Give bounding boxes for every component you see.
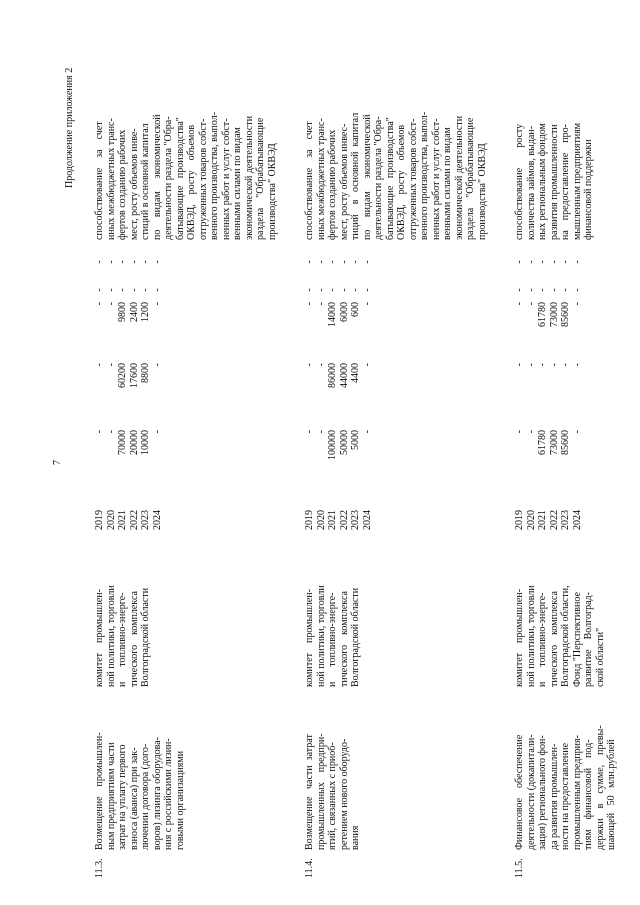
amount-federal-cell: 86000 [327, 363, 338, 388]
measure-name-line: зация) регионального фон- [537, 735, 548, 850]
expected-result-line: иных межбюджетных транс- [315, 118, 327, 240]
amount-regional-cell: - [361, 302, 373, 306]
amount-total-cell: - [105, 430, 117, 434]
year-column-cell: 2020 [525, 510, 537, 530]
expected-result-line: деятельности раздела "Обра- [163, 116, 174, 240]
amount-total-cell: - [94, 430, 105, 434]
amount-local [94, 280, 163, 300]
year-column-cell: 2021 [327, 510, 338, 530]
amount-local-cell: - [140, 288, 151, 292]
amount-regional-cell: 14000 [327, 302, 338, 327]
amount-total [514, 430, 583, 500]
executor-line: развитие Волгоград- [583, 592, 594, 687]
executor-line: тического комплекса [128, 591, 140, 687]
executor-line: Волгоградской области [350, 587, 361, 687]
amount-local-cell: - [304, 288, 315, 292]
amount-federal-cell: 8800 [140, 363, 151, 383]
executor-line: ной политики, торговли [105, 585, 117, 687]
continuation-header: Продолжение приложения 2 [64, 67, 75, 188]
amount-federal-cell: - [105, 363, 117, 367]
expected-result-line: отгруженных товаров собст- [407, 118, 419, 240]
expected-result-line: способствование росту [514, 123, 525, 240]
amount-federal-cell: - [560, 363, 571, 367]
amount-regional-cell: 85600 [560, 302, 571, 327]
amount-other-cell: - [128, 260, 140, 264]
measure-name-line: Финансовое обеспечение [514, 734, 525, 850]
expected-result-line: производства" ОКВЭД [476, 143, 488, 240]
executor-line: и топливно-энерге- [327, 592, 338, 687]
expected-result-line: раздела "Обрабатывающие [465, 117, 476, 240]
expected-result-line: способствование за счет [94, 121, 105, 240]
measure-name-line: ятий, связанных с приоб- [327, 742, 338, 850]
measure-name-line: ретением нового оборудо- [338, 738, 350, 850]
amount-total-cell: 73000 [548, 430, 560, 455]
amount-federal-cell: - [151, 363, 163, 367]
measure-name [304, 690, 362, 850]
year-column-cell: 2024 [571, 510, 583, 530]
amount-local [514, 280, 583, 300]
measure-name-line: ния с российскими лизин- [163, 738, 174, 850]
executor-line: комитет промышлен- [514, 588, 525, 687]
amount-local-cell: - [571, 288, 583, 292]
expected-result-line: финансовой поддержки [583, 139, 594, 240]
expected-result-line: иных межбюджетных транс- [105, 118, 117, 240]
amount-total-cell: - [304, 430, 315, 434]
amount-regional-cell: - [304, 302, 315, 306]
amount-regional-cell: - [571, 302, 583, 306]
year-column-cell: 2019 [94, 510, 105, 530]
executor-line: тического комплекса [338, 591, 350, 687]
year-column-cell: 2024 [361, 510, 373, 530]
measure-name-line: тиям финансовой под- [583, 739, 594, 850]
amount-regional [94, 302, 163, 360]
expected-result-line: ОКВЭД, росту объемов [186, 124, 197, 240]
executor-line: тического комплекса [548, 591, 560, 687]
expected-result-line: батывающие производства" [174, 117, 186, 240]
amount-regional-cell: - [525, 302, 537, 306]
expected-result-line: стиций в основной капитал [140, 123, 151, 240]
amount-other-cell: - [304, 260, 315, 264]
executor-line: комитет промышлен- [94, 588, 105, 687]
amount-federal-cell: - [361, 363, 373, 367]
expected-result-line: способствование за счет [304, 121, 315, 240]
expected-result-line: тиций в основной капитал [350, 112, 361, 240]
amount-regional [514, 302, 583, 360]
amount-regional-cell: 600 [350, 302, 361, 317]
amount-total-cell: - [571, 430, 583, 434]
measure-name-line: деятельности (докапитали- [525, 734, 537, 850]
executor [514, 547, 606, 687]
amount-total [304, 430, 373, 500]
amount-total-cell: 20000 [128, 430, 140, 455]
measure-name-line: держки в сумме, превы- [594, 725, 606, 850]
amount-other-cell: - [571, 260, 583, 264]
measure-name-line: ным предприятиям части [105, 742, 117, 850]
measure-name-line: взноса (аванса) при зак- [128, 747, 140, 850]
amount-other [514, 252, 583, 272]
measure-name [514, 690, 618, 850]
amount-local-cell: - [361, 288, 373, 292]
year-column-cell: 2021 [117, 510, 128, 530]
amount-other-cell: - [315, 260, 327, 264]
amount-federal-cell: 44000 [338, 363, 350, 388]
measure-name-line: лючении договора (дого- [140, 743, 151, 850]
amount-other [304, 252, 373, 272]
amount-local-cell: - [117, 288, 128, 292]
amount-federal-cell: 17600 [128, 363, 140, 388]
executor-line: и топливно-энерге- [117, 592, 128, 687]
amount-regional-cell: 61780 [537, 302, 548, 327]
expected-result-line: ных региональным фондом [537, 123, 548, 240]
amount-total-cell: - [525, 430, 537, 434]
amount-local-cell: - [327, 288, 338, 292]
amount-local-cell: - [350, 288, 361, 292]
amount-regional-cell: - [94, 302, 105, 306]
expected-result-line: фертов созданию рабочих [327, 129, 338, 240]
measure-name-line: да развития промышлен- [548, 743, 560, 850]
year-column-cell: 2024 [151, 510, 163, 530]
amount-total-cell: 5000 [350, 430, 361, 450]
amount-total-cell: 100000 [327, 430, 338, 460]
measure-name-line: говыми организациями [174, 750, 186, 850]
amount-total-cell: - [361, 430, 373, 434]
page-number: 7 [52, 460, 63, 465]
amount-total [94, 430, 163, 500]
executor-line: ной политики, торговли [525, 585, 537, 687]
year-column [304, 503, 373, 537]
year-column-cell: 2023 [350, 510, 361, 530]
amount-other-cell: - [525, 260, 537, 264]
row-number: 11.3. [94, 858, 105, 878]
amount-federal-cell: - [537, 363, 548, 367]
amount-federal-cell: - [514, 363, 525, 367]
expected-result-line: мест, росту объемов инвес- [338, 123, 350, 240]
expected-result-line: по видам экономической [361, 114, 373, 240]
executor-line: Волгоградской области, [560, 585, 571, 687]
measure-name-line: воров) лизинга оборудова- [151, 736, 163, 850]
amount-federal [304, 363, 373, 425]
year-column-cell: 2022 [548, 510, 560, 530]
measure-name-line: Возмещение части затрат [304, 734, 315, 850]
amount-federal-cell: 60200 [117, 363, 128, 388]
amount-regional [304, 302, 373, 360]
expected-result [514, 32, 595, 240]
expected-result-line: мест, росту объемов инве- [128, 128, 140, 240]
amount-other-cell: - [537, 260, 548, 264]
amount-total-cell: 10000 [140, 430, 151, 455]
amount-other-cell: - [327, 260, 338, 264]
amount-federal-cell: - [571, 363, 583, 367]
expected-result-line: экономической деятельности [453, 115, 465, 240]
amount-regional-cell: - [514, 302, 525, 306]
amount-total-cell: 61780 [537, 430, 548, 455]
amount-local-cell: - [151, 288, 163, 292]
amount-regional-cell: 1200 [140, 302, 151, 322]
amount-regional-cell: - [151, 302, 163, 306]
amount-other-cell: - [94, 260, 105, 264]
expected-result-line: на предоставление про- [560, 124, 571, 240]
executor-line: и топливно-энерге- [537, 592, 548, 687]
amount-local-cell: - [338, 288, 350, 292]
expected-result-line: по видам экономической [151, 114, 163, 240]
measure-name-line: промышленным предприя- [571, 735, 583, 850]
amount-federal [514, 363, 583, 425]
expected-result [94, 32, 278, 240]
expected-result-line: ненных работ и услуг собст- [430, 118, 442, 240]
year-column [514, 503, 583, 537]
amount-local-cell: - [128, 288, 140, 292]
expected-result-line: венными силами по видам [442, 127, 453, 240]
amount-federal [94, 363, 163, 425]
amount-other-cell: - [140, 260, 151, 264]
measure-name-line: шающей 50 млн.рублей [606, 739, 617, 850]
expected-result-line: деятельности раздела "Обра- [373, 116, 384, 240]
expected-result-line: производства" ОКВЭД [266, 143, 278, 240]
amount-total-cell: - [151, 430, 163, 434]
row-number: 11.4. [304, 858, 315, 878]
amount-federal-cell: - [548, 363, 560, 367]
year-column-cell: 2020 [105, 510, 117, 530]
rotated-table [46, 30, 636, 880]
year-column-cell: 2020 [315, 510, 327, 530]
expected-result-line: экономической деятельности [243, 115, 255, 240]
amount-other-cell: - [151, 260, 163, 264]
amount-local-cell: - [548, 288, 560, 292]
measure-name-line: Возмещение промышлен- [94, 732, 105, 850]
expected-result-line: количества займов, выдан- [525, 125, 537, 240]
amount-local-cell: - [105, 288, 117, 292]
year-column-cell: 2019 [304, 510, 315, 530]
expected-result-line: развития промышленности [548, 124, 560, 240]
amount-local-cell: - [537, 288, 548, 292]
expected-result-line: венными силами по видам [232, 127, 243, 240]
expected-result [304, 32, 488, 240]
year-column-cell: 2022 [128, 510, 140, 530]
year-column-cell: 2021 [537, 510, 548, 530]
amount-other [94, 252, 163, 272]
executor-line: Волгоградской области [140, 587, 151, 687]
executor-line: ной политики, торговли [315, 585, 327, 687]
amount-total-cell: 85600 [560, 430, 571, 455]
year-column-cell: 2023 [140, 510, 151, 530]
amount-other-cell: - [338, 260, 350, 264]
year-column-cell: 2023 [560, 510, 571, 530]
amount-federal-cell: 4400 [350, 363, 361, 383]
amount-federal-cell: - [315, 363, 327, 367]
amount-total-cell: 70000 [117, 430, 128, 455]
year-column-cell: 2019 [514, 510, 525, 530]
executor-line: Фонд "Перспективное [571, 592, 583, 687]
amount-federal-cell: - [94, 363, 105, 367]
amount-other-cell: - [548, 260, 560, 264]
expected-result-line: фертов созданию рабочих [117, 129, 128, 240]
expected-result-line: ненных работ и услуг собст- [220, 118, 232, 240]
year-column-cell: 2022 [338, 510, 350, 530]
measure-name-line: вания [350, 825, 361, 850]
row-number: 11.5. [514, 858, 525, 878]
amount-local-cell: - [560, 288, 571, 292]
executor [94, 547, 152, 687]
measure-name-line: затрат на уплату первого [117, 744, 128, 850]
executor-line: ской области" [594, 627, 606, 687]
expected-result-line: отгруженных товаров собст- [197, 118, 209, 240]
amount-total-cell: - [514, 430, 525, 434]
amount-federal-cell: - [304, 363, 315, 367]
amount-local-cell: - [525, 288, 537, 292]
executor-line: комитет промышлен- [304, 588, 315, 687]
amount-total-cell: - [315, 430, 327, 434]
amount-local-cell: - [514, 288, 525, 292]
amount-regional-cell: 2400 [128, 302, 140, 322]
amount-regional-cell: 9800 [117, 302, 128, 322]
executor [304, 547, 362, 687]
amount-regional-cell: - [105, 302, 117, 306]
amount-federal-cell: - [525, 363, 537, 367]
amount-regional-cell: 6000 [338, 302, 350, 322]
amount-local-cell: - [315, 288, 327, 292]
amount-regional-cell: 73000 [548, 302, 560, 327]
expected-result-line: венного производства, выпол- [419, 111, 430, 240]
amount-total-cell: 50000 [338, 430, 350, 455]
amount-local [304, 280, 373, 300]
amount-local-cell: - [94, 288, 105, 292]
measure-name [94, 690, 186, 850]
expected-result-line: батывающие производства" [384, 117, 396, 240]
amount-regional-cell: - [315, 302, 327, 306]
amount-other-cell: - [361, 260, 373, 264]
expected-result-line: венного производства, выпол- [209, 111, 220, 240]
amount-other-cell: - [560, 260, 571, 264]
amount-other-cell: - [105, 260, 117, 264]
year-column [94, 503, 163, 537]
expected-result-line: ОКВЭД, росту объемов [396, 124, 407, 240]
measure-name-line: ности на предоставление [560, 742, 571, 850]
amount-other-cell: - [514, 260, 525, 264]
expected-result-line: мышленным предприятиям [571, 122, 583, 240]
measure-name-line: промышленных предпри- [315, 733, 327, 850]
expected-result-line: раздела "Обрабатывающие [255, 117, 266, 240]
amount-other-cell: - [117, 260, 128, 264]
amount-other-cell: - [350, 260, 361, 264]
